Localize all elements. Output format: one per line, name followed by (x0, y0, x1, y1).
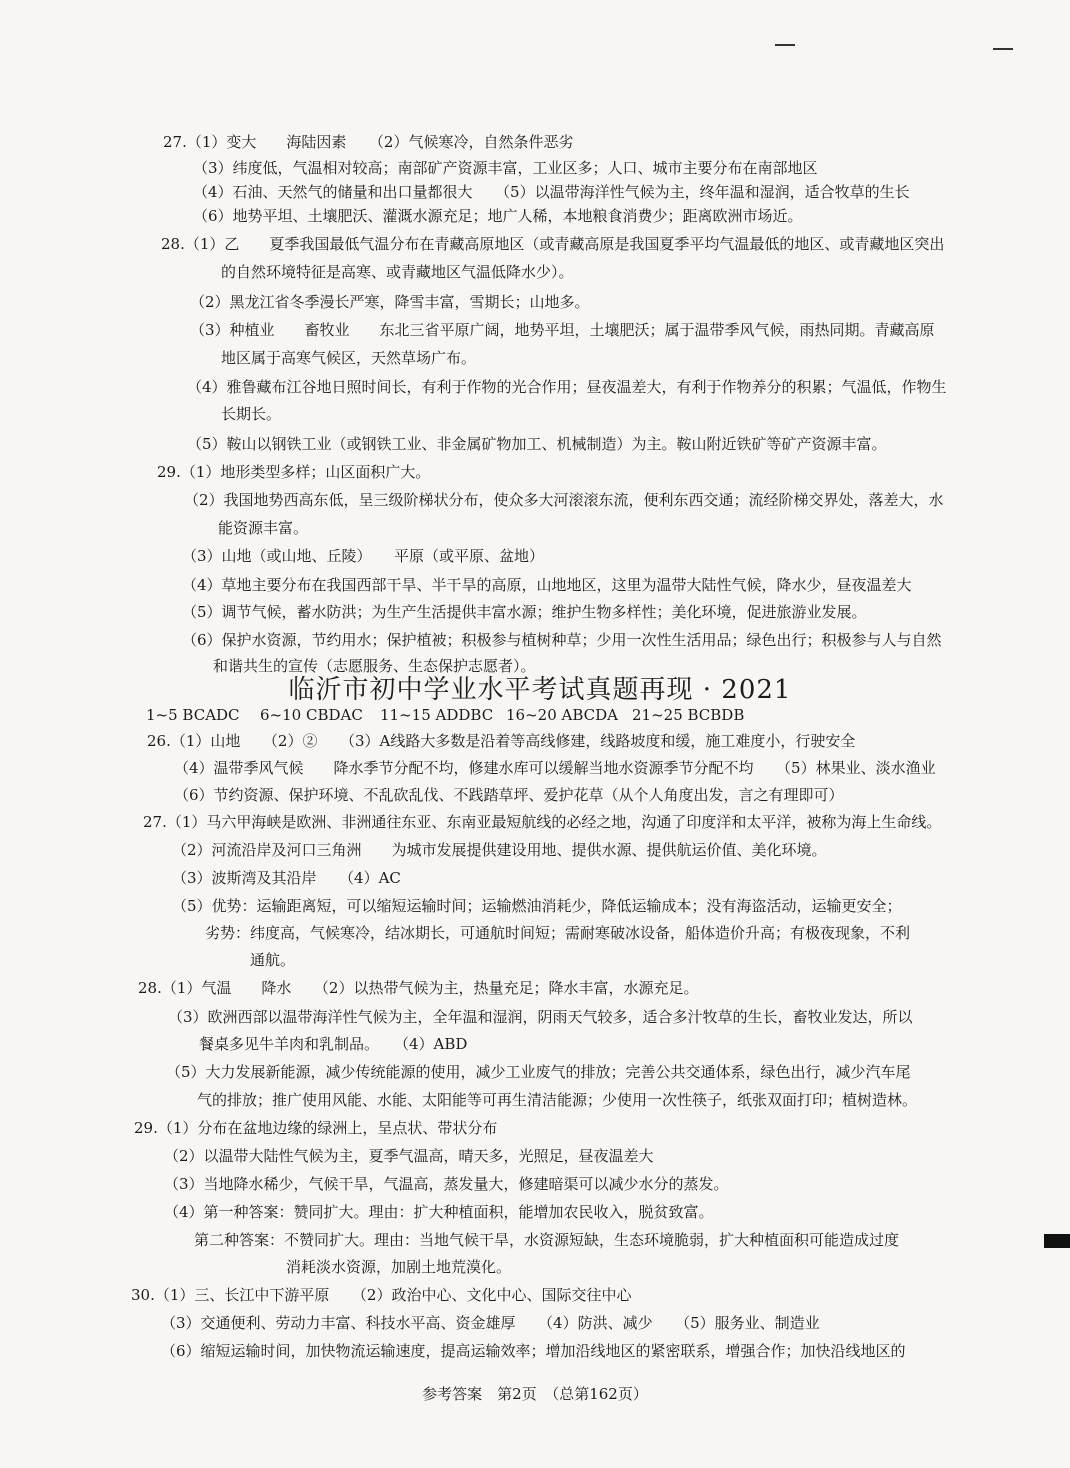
answer-line: （4）雅鲁藏布江谷地日照时间长，有利于作物的光合作用；昼夜温差大，有利于作物养分的积累；气温低，作物生 (187, 378, 947, 396)
answer-line: （3）欧洲西部以温带海洋性气候为主，全年温和湿润，阴雨天气较多，适合多汁牧草的生长，畜牧业发达，所以 (168, 1008, 913, 1026)
answer-line: （4）温带季风气候 降水季节分配不均，修建水库可以缓解当地水资源季节分配不均 （5）林果业、淡水渔业 (174, 759, 936, 777)
answer-line: 27.（1）变大 海陆因素 （2）气候寒冷，自然条件恶劣 (163, 133, 574, 151)
section-title: 临沂市初中学业水平考试真题再现 · 2021 (288, 675, 792, 705)
answer-line: （6）缩短运输时间，加快物流运输速度，提高运输效率；增加沿线地区的紧密联系，增强合作；加快沿线地区的 (161, 1342, 906, 1360)
answer-line: 30.（1）三、长江中下游平原 （2）政治中心、文化中心、国际交往中心 (131, 1286, 632, 1304)
answer-line: （6）地势平坦、土壤肥沃、灌溉水源充足；地广人稀，本地粮食消费少；距离欧洲市场近。 (193, 207, 803, 225)
answer-line: 29.（1）分布在盆地边缘的绿洲上，呈点状、带状分布 (134, 1119, 498, 1137)
scan-mark (993, 48, 1013, 50)
answer-line: 消耗淡水资源，加剧土地荒漠化。 (286, 1258, 512, 1276)
answer-line: （4）草地主要分布在我国西部干旱、半干旱的高原，山地地区，这里为温带大陆性气候，降水少，昼夜温差大 (182, 576, 912, 594)
answer-line: 餐桌多见牛羊肉和乳制品。 （4）ABD (199, 1035, 468, 1053)
answer-line: 28.（1）乙 夏季我国最低气温分布在青藏高原地区（或青藏高原是我国夏季平均气温最低的地区、或青藏地区突出 (161, 235, 945, 253)
answer-line: （4）石油、天然气的储量和出口量都很大 （5）以温带海洋性气候为主，终年温和湿润，适合牧草的生长 (193, 183, 910, 201)
answer-line: 27.（1）马六甲海峡是欧洲、非洲通往东亚、东南亚最短航线的必经之地，沟通了印度洋和太平洋，被称为海上生命线。 (143, 813, 942, 831)
answer-line: （5）调节气候，蓄水防洪；为生产生活提供丰富水源；维护生物多样性；美化环境，促进旅游业发展。 (182, 603, 867, 621)
answer-line: （6）节约资源、保护环境、不乱砍乱伐、不践踏草坪、爱护花草（从个人角度出发，言之有理即可） (174, 786, 844, 804)
answer-line: （3）纬度低，气温相对较高；南部矿产资源丰富，工业区多；人口、城市主要分布在南部地区 (193, 159, 818, 177)
answer-line: （3）交通便利、劳动力丰富、科技水平高、资金雄厚 （4）防洪、减少 （5）服务业、制造业 (161, 1314, 820, 1332)
answer-line: （4）第一种答案：赞同扩大。理由：扩大种植面积，能增加农民收入，脱贫致富。 (164, 1203, 714, 1221)
mc-answers: 11~15 ADDBC (380, 706, 494, 724)
answer-line: （3）波斯湾及其沿岸 （4）AC (172, 869, 401, 887)
answer-line: 和谐共生的宣传（志愿服务、生态保护志愿者）。 (213, 657, 536, 675)
answer-line: （2）以温带大陆性气候为主，夏季气温高，晴天多，光照足，昼夜温差大 (164, 1147, 654, 1165)
answer-line: （2）河流沿岸及河口三角洲 为城市发展提供建设用地、提供水源、提供航运价值、美化环境。 (172, 841, 827, 859)
answer-line: 28.（1）气温 降水 （2）以热带气候为主，热量充足；降水丰富，水源充足。 (138, 979, 699, 997)
answer-line: 29.（1）地形类型多样；山区面积广大。 (157, 463, 431, 481)
answer-line: 通航。 (250, 951, 296, 969)
answer-line: （6）保护水资源，节约用水；保护植被；积极参与植树种草；少用一次性生活用品；绿色出行；积极参与人与自然 (182, 631, 942, 649)
page-footer: 参考答案 第2页 （总第162页） (422, 1385, 648, 1403)
answer-line: （5）大力发展新能源，减少传统能源的使用，减少工业废气的排放；完善公共交通体系，绿色出行，减少汽车尾 (166, 1063, 911, 1081)
answer-line: 能资源丰富。 (218, 519, 309, 537)
mc-answers: 21~25 BCBDB (632, 706, 745, 724)
answer-line: （3）种植业 畜牧业 东北三省平原广阔，地势平坦，土壤肥沃；属于温带季风气候，雨热同期。青藏高原 (190, 321, 935, 339)
answer-line: （3）山地（或山地、丘陵） 平原（或平原、盆地） (182, 547, 545, 565)
answer-line: （5）优势：运输距离短，可以缩短运输时间；运输燃油消耗少，降低运输成本；没有海盗活动，运输更安全； (172, 897, 902, 915)
mc-answers: 1~5 BCADC (146, 706, 240, 724)
answer-line: 26.（1）山地 （2）② （3）A线路大多数是沿着等高线修建，线路坡度和缓，施工难度小，行驶安全 (147, 732, 856, 750)
answer-line: 的自然环境特征是高寒、或青藏地区气温低降水少）。 (221, 263, 574, 281)
answer-line: 长期长。 (221, 405, 282, 423)
scan-mark (1044, 1234, 1070, 1248)
answer-line: （2）黑龙江省冬季漫长严寒，降雪丰富，雪期长；山地多。 (190, 293, 590, 311)
answer-line: （2）我国地势西高东低，呈三级阶梯状分布，使众多大河滚滚东流，便利东西交通；流经阶梯交界处，落差大，水 (184, 491, 944, 509)
answer-line: （5）鞍山以钢铁工业（或钢铁工业、非金属矿物加工、机械制造）为主。鞍山附近铁矿等矿产资源丰富。 (187, 435, 887, 453)
mc-answers: 16~20 ABCDA (506, 706, 618, 724)
answer-line: 气的排放；推广使用风能、水能、太阳能等可再生清洁能源；少使用一次性筷子，纸张双面打印；植树造林。 (197, 1091, 918, 1109)
scan-mark (775, 44, 795, 46)
mc-answers: 6~10 CBDAC (260, 706, 363, 724)
answer-line: 劣势：纬度高，气候寒冷，结冰期长，可通航时间短；需耐寒破冰设备，船体造价升高；有极夜现象，不利 (205, 924, 911, 942)
answer-line: 第二种答案：不赞同扩大。理由：当地气候干旱，水资源短缺，生态环境脆弱，扩大种植面积可能造成过度 (194, 1231, 900, 1249)
answer-line: 地区属于高寒气候区，天然草场广布。 (221, 349, 477, 367)
answer-line: （3）当地降水稀少，气候干旱，气温高，蒸发量大，修建暗渠可以减少水分的蒸发。 (164, 1175, 729, 1193)
